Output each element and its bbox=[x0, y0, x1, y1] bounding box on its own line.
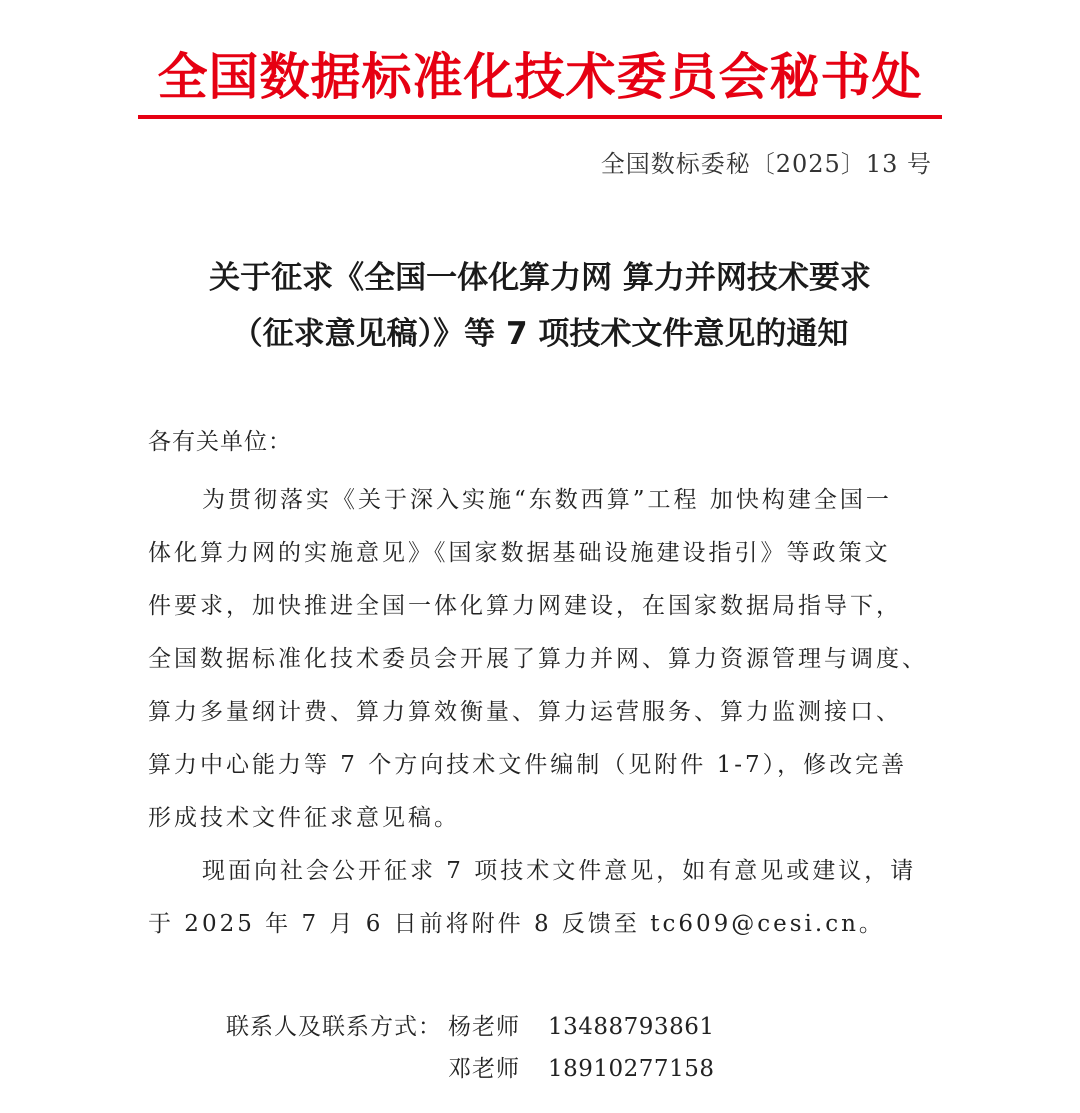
title-line: 关于征求《全国一体化算力网 算力并网技术要求 bbox=[209, 260, 871, 296]
contact-row bbox=[202, 1048, 714, 1090]
header-red-rule bbox=[138, 115, 942, 119]
body-line: 全国数据标准化技术委员会开展了算力并网、算力资源管理与调度、 bbox=[148, 646, 928, 672]
body-line: 为贯彻落实《关于深入实施“东数西算”工程 加快构建全国一 bbox=[202, 487, 892, 513]
body-line: 算力多量纲计费、算力算效衡量、算力运营服务、算力监测接口、 bbox=[148, 699, 902, 725]
contact-label: 联系人及联系方式： bbox=[226, 1014, 442, 1040]
notice-body bbox=[148, 474, 948, 951]
contact-name: 邓老师 bbox=[448, 1056, 520, 1082]
contact-name: 杨老师 bbox=[448, 1014, 520, 1040]
document-number: 全国数标委秘〔2025〕13 号 bbox=[600, 150, 932, 178]
contact-phone: 13488793861 bbox=[548, 1014, 715, 1040]
body-line: 于 2025 年 7 月 6 日前将附件 8 反馈至 tc609@cesi.cn。 bbox=[148, 911, 885, 937]
contact-phone: 18910277158 bbox=[548, 1056, 715, 1082]
contact-row bbox=[202, 1006, 714, 1048]
notice-title bbox=[120, 250, 960, 362]
contact-label-spacer bbox=[202, 1048, 442, 1090]
body-line: 件要求，加快推进全国一体化算力网建设，在国家数据局指导下， bbox=[148, 593, 902, 619]
organization-header: 全国数据标准化技术委员会秘书处 bbox=[157, 48, 923, 106]
title-line: （征求意见稿）》等 7 项技术文件意见的通知 bbox=[231, 316, 849, 352]
body-line: 体化算力网的实施意见》《国家数据基础设施建设指引》等政策文 bbox=[148, 540, 891, 566]
contact-block bbox=[202, 1006, 714, 1090]
body-line: 现面向社会公开征求 7 项技术文件意见，如有意见或建议，请 bbox=[202, 858, 917, 884]
body-line: 算力中心能力等 7 个方向技术文件编制（见附件 1-7），修改完善 bbox=[148, 752, 908, 778]
salutation: 各有关单位： bbox=[148, 429, 292, 455]
body-line: 形成技术文件征求意见稿。 bbox=[148, 805, 460, 831]
